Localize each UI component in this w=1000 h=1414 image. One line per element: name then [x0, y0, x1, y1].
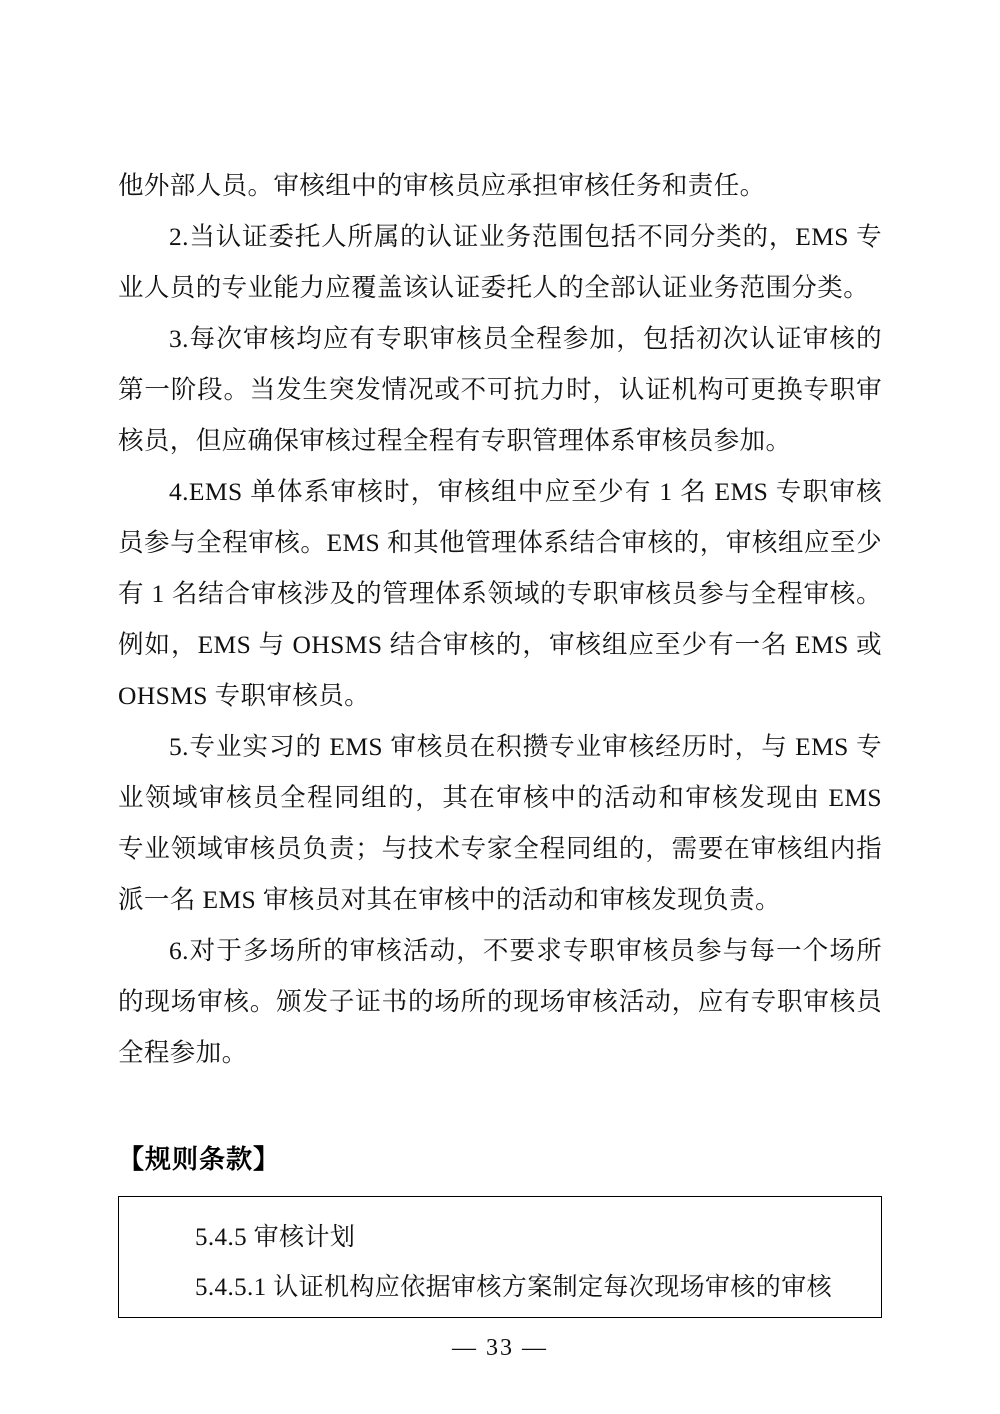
paragraph-item-2: 2.当认证委托人所属的认证业务范围包括不同分类的，EMS 专业人员的专业能力应覆盖该认证委托人的全部认证业务范围分类。: [118, 222, 882, 302]
paragraph-item-5: 5.专业实习的 EMS 审核员在积攒专业审核经历时，与 EMS 专业领域审核员全程同组的，其在审核中的活动和审核发现由 EMS 专业领域审核员负责；与技术专家全程同组的，需要在审核组内指派一名 EMS 审核员对其在审核中的活动和审核发现负责。: [118, 732, 882, 914]
rule-clause-box: [118, 1196, 882, 1318]
paragraph-item-6: 6.对于多场所的审核活动，不要求专职审核员参与每一个场所的现场审核。颁发子证书的场所的现场审核活动，应有专职审核员全程参加。: [118, 936, 882, 1067]
rule-section-heading: 【规则条款】: [118, 1145, 281, 1174]
paragraph-item-3: 3.每次审核均应有专职审核员全程参加，包括初次认证审核的第一阶段。当发生突发情况或不可抗力时，认证机构可更换专职审核员，但应确保审核过程全程有专职管理体系审核员参加。: [118, 324, 882, 455]
page-number: — 33 —: [452, 1335, 548, 1361]
paragraph-continued: 他外部人员。审核组中的审核员应承担审核任务和责任。: [118, 171, 766, 200]
paragraph-item-4: 4.EMS 单体系审核时，审核组中应至少有 1 名 EMS 专职审核员参与全程审核。EMS 和其他管理体系结合审核的，审核组应至少有 1 名结合审核涉及的管理体系领域的专职审核员参与全程审核。例如，EMS 与 OHSMS 结合审核的，审核组应至少有一名 EMS 或 OHSMS 专职审核员。: [118, 477, 882, 710]
rule-clause-line-2: 5.4.5.1 认证机构应依据审核方案制定每次现场审核的审核: [195, 1274, 833, 1301]
rule-clause-line-1: 5.4.5 审核计划: [195, 1224, 356, 1251]
